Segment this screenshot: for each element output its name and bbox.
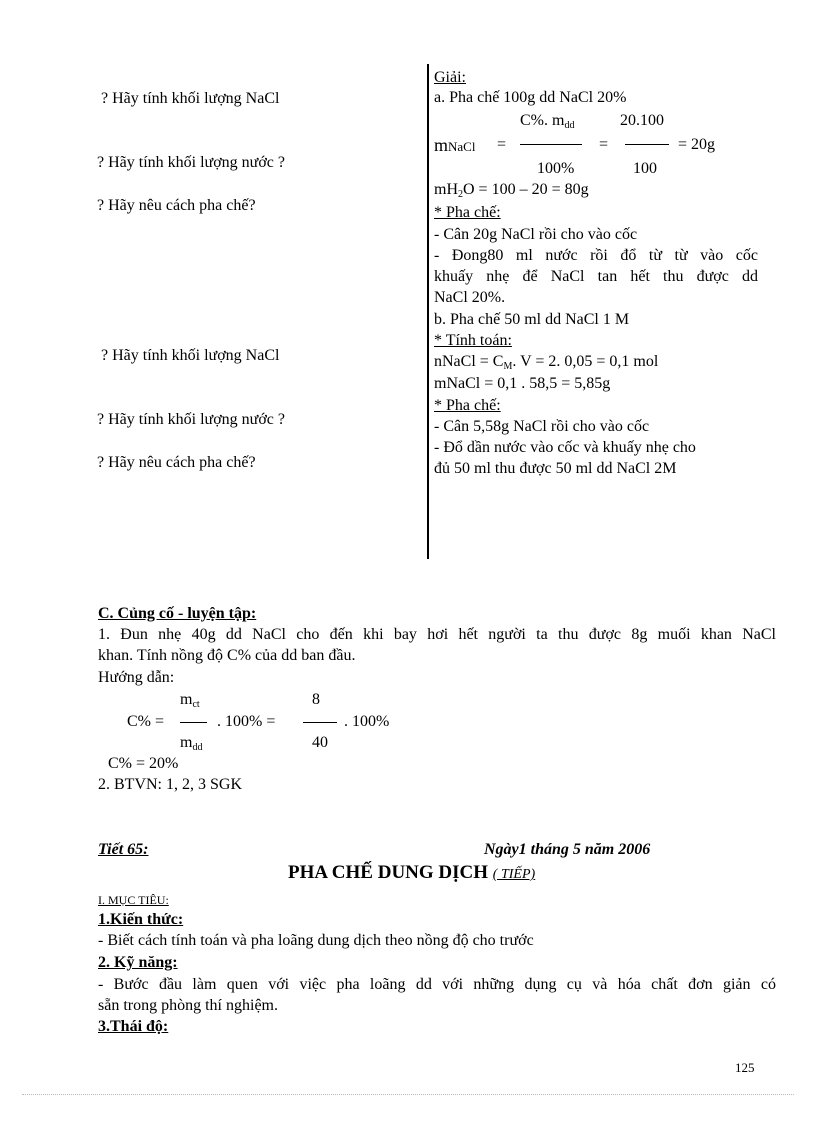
prep-a-step-2-line-3: NaCl 20%. <box>434 289 506 306</box>
formula-num2: 20.100 <box>620 112 664 129</box>
formula-eq2: = <box>599 136 609 153</box>
formula-num1-sub: dd <box>564 120 575 131</box>
formula-den1: 100% <box>537 160 575 177</box>
water-mass-post: O = 100 – 20 = 80g <box>463 181 589 198</box>
fraction-bar-1 <box>520 144 582 145</box>
mole-post: . V = 2. 0,05 = 0,1 mol <box>512 353 659 370</box>
formula-nacl: NaCl <box>448 139 476 154</box>
exercise-1-line-2: khan. Tính nồng độ C% của dd ban đầu. <box>98 647 356 664</box>
question-4: ? Hãy tính khối lượng NaCl <box>101 347 280 364</box>
fc-mdd: m <box>180 734 193 751</box>
objectives-heading: I. MỤC TIÊU: <box>98 893 169 907</box>
prep-b-step-2-line-2: đủ 50 ml thu được 50 ml dd NaCl 2M <box>434 460 677 477</box>
skills-line-1: - Bước đầu làm quen với việc pha loãng dd với những dụng cụ và hóa chất đơn giản có <box>98 976 776 993</box>
prep-a-step-2-line-1: - Đong80 ml nước rồi đổ từ từ vào cốc <box>434 247 758 264</box>
column-divider <box>427 64 429 559</box>
formula-m: m <box>434 135 449 155</box>
question-2: ? Hãy tính khối lượng nước ? <box>97 154 286 171</box>
formula-eq1: = <box>497 136 507 153</box>
calc-heading: * Tính toán: <box>434 332 512 349</box>
fc-ct: ct <box>192 699 200 710</box>
prep-heading-b: * Pha chế: <box>434 397 501 414</box>
fc-c-left: C% = <box>127 713 165 730</box>
water-mass-line <box>434 180 589 205</box>
prep-b-step-2-line-1: - Đổ dần nước vào cốc và khuấy nhẹ cho <box>434 439 696 456</box>
formula-num1: C%. m <box>520 112 565 129</box>
formula-result: = 20g <box>678 136 716 153</box>
fraction-bar-3 <box>180 722 207 723</box>
lesson-title-line <box>288 861 535 887</box>
part-a-title: a. Pha chế 100g dd NaCl 20% <box>434 89 627 106</box>
question-6: ? Hãy nêu cách pha chế? <box>97 454 256 471</box>
prep-b-step-1: - Cân 5,58g NaCl rồi cho vào cốc <box>434 418 650 435</box>
prep-a-step-1: - Cân 20g NaCl rồi cho vào cốc <box>434 226 638 243</box>
lesson-date: Ngày1 tháng 5 năm 2006 <box>484 841 651 858</box>
lesson-title: PHA CHẾ DUNG DỊCH <box>288 862 489 883</box>
water-mass-sub: 2 <box>458 189 463 200</box>
question-1: ? Hãy tính khối lượng NaCl <box>101 90 280 107</box>
fc-dd: dd <box>192 742 203 753</box>
fc-8: 8 <box>312 691 320 708</box>
section-c-heading: C. Củng cố - luyện tập: <box>98 605 257 622</box>
mole-sub: M <box>503 361 513 372</box>
exercise-2: 2. BTVN: 1, 2, 3 SGK <box>98 776 243 793</box>
question-3: ? Hãy nêu cách pha chế? <box>97 197 256 214</box>
page-number: 125 <box>735 1060 755 1075</box>
lesson-title-suffix: ( TIẾP) <box>492 867 536 882</box>
knowledge-text: - Biết cách tính toán và pha loãng dung dịch theo nồng độ cho trước <box>98 932 534 949</box>
lesson-period: Tiết 65: <box>98 841 149 858</box>
fc-end: . 100% <box>344 713 390 730</box>
attitude-heading: 3.Thái độ: <box>98 1018 169 1035</box>
answer-line: C% = 20% <box>108 755 179 772</box>
solution-heading: Giải: <box>434 69 466 86</box>
part-b-title: b. Pha chế 50 ml dd NaCl 1 M <box>434 311 630 328</box>
water-mass-pre: mH <box>434 181 458 198</box>
prep-heading-a: * Pha chế: <box>434 204 501 221</box>
footer-divider <box>22 1094 794 1095</box>
skills-line-2: sẵn trong phòng thí nghiệm. <box>98 997 278 1014</box>
nacl-mass-line: mNaCl = 0,1 . 58,5 = 5,85g <box>434 375 611 392</box>
fc-40: 40 <box>312 734 328 751</box>
formula-den2: 100 <box>633 160 657 177</box>
prep-a-step-2-line-2: khuấy nhẹ để NaCl tan hết thu được dd <box>434 268 758 285</box>
mole-pre: nNaCl = C <box>434 353 504 370</box>
skills-heading: 2. Kỹ năng: <box>98 954 178 971</box>
fraction-bar-4 <box>303 722 337 723</box>
fc-mid: . 100% = <box>217 713 276 730</box>
exercise-1-line-1: 1. Đun nhẹ 40g dd NaCl cho đến khi bay hơi hết người ta thu được 8g muối khan NaCl <box>98 626 776 643</box>
knowledge-heading: 1.Kiến thức: <box>98 911 184 928</box>
question-5: ? Hãy tính khối lượng nước ? <box>97 411 286 428</box>
fraction-bar-2 <box>625 144 669 145</box>
fc-m: m <box>180 691 193 708</box>
guide-label: Hướng dẫn: <box>98 669 175 686</box>
